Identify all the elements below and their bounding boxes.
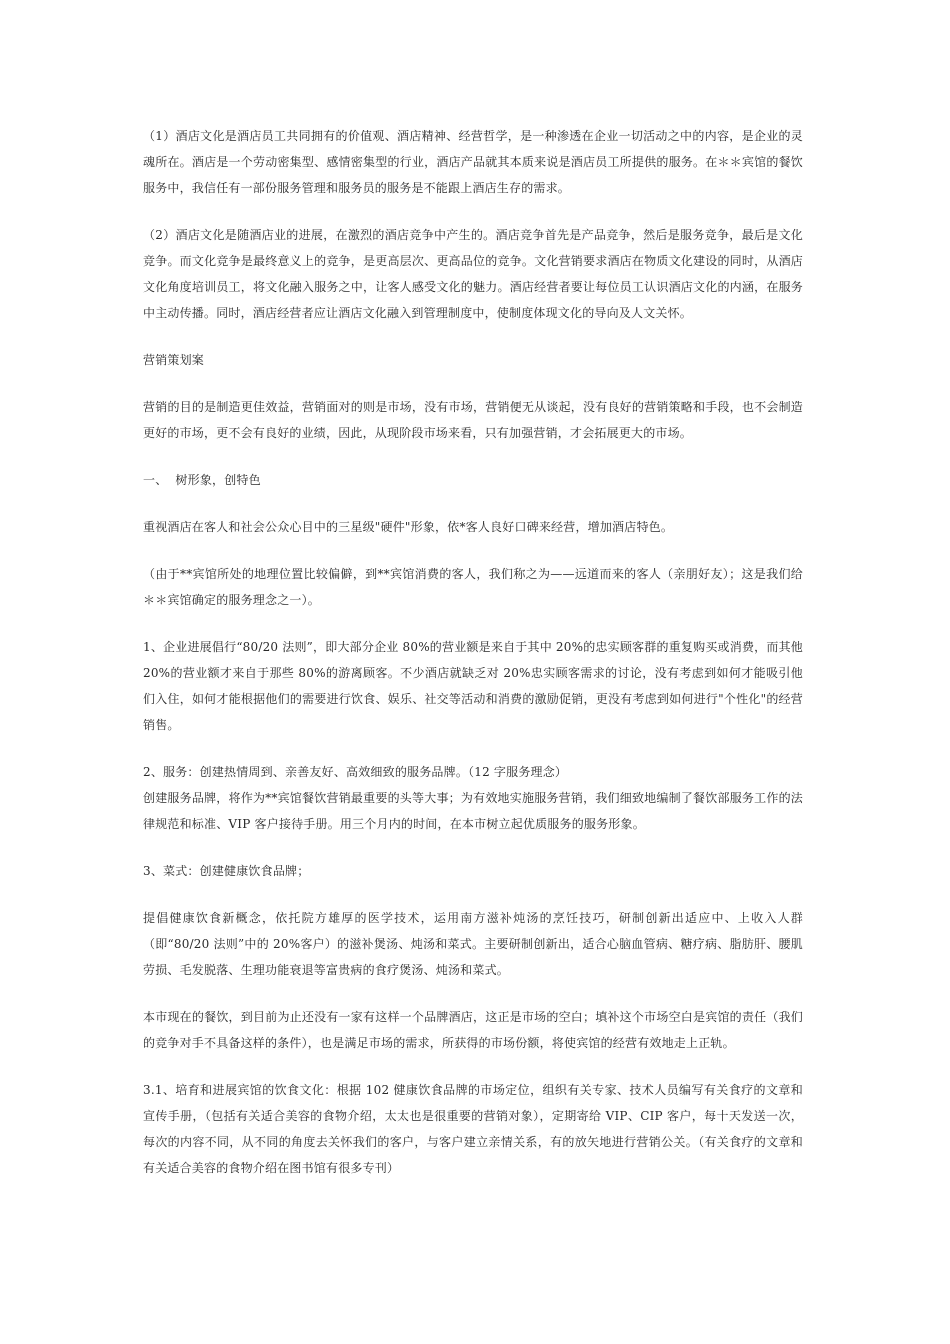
paragraph-market-gap: 本市现在的餐饮，到目前为止还没有一家有这样一个品牌酒店，这正是市场的空白；填补这个市场空白是宾馆的责任（我们的竞争对手不具备这样的条件），也是满足市场的需求，所获得的市场份额，将使宾馆的经营有效地走上正轨。	[143, 1010, 803, 1050]
paragraph-hotel-culture-1: （1）酒店文化是酒店员工共同拥有的价值观、酒店精神、经营哲学，是一种渗透在企业一切活动之中的内容，是企业的灵魂所在。酒店是一个劳动密集型、感情密集型的行业，酒店产品就其本质来说是酒店员工所提供的服务。在＊＊宾馆的餐饮服务中，我信任有一部份服务管理和服务员的服务是不能跟上酒店生存的需求。	[143, 129, 803, 195]
paragraph-food-culture: 3.1、培育和进展宾馆的饮食文化：根据 102 健康饮食品牌的市场定位，组织有关专家、技术人员编写有关食疗的文章和宣传手册，（包括有关适合美容的食物介绍，太太也是很重要的营销对象），定期寄给 VIP、CIP 客户，每十天发送一次，每次的内容不同，从不同的角度去关怀我们的客户，与客户建立亲情关系，有的放矢地进行营销公关。（有关食疗的文章和有关适合美容的食物介绍在图书馆有很多专刊）	[143, 1083, 803, 1175]
paragraph-hotel-culture-2: （2）酒店文化是随酒店业的进展，在激烈的酒店竞争中产生的。酒店竞争首先是产品竞争，然后是服务竞争，最后是文化竞争。而文化竞争是最终意义上的竞争，是更高层次、更高品位的竞争。文化营销要求酒店在物质文化建设的同时，从酒店文化角度培训员工，将文化融入服务之中，让客人感受文化的魅力。酒店经营者要让每位员工认识酒店文化的内涵，在服务中主动传播。同时，酒店经营者应让酒店文化融入到管理制度中，使制度体现文化的导向及人文关怀。	[143, 228, 803, 320]
paragraph-cuisine-title: 3、菜式：创建健康饮食品牌；	[143, 864, 310, 878]
section-heading-image: 一、 树形象，创特色	[143, 473, 261, 487]
paragraph-service-brand: 创建服务品牌，将作为**宾馆餐饮营销最重要的头等大事；为有效地实施服务营销，我们细致地编制了餐饮部服务工作的法律规范和标准、VIP 客户接待手册。用三个月内的时间，在本市树立起优质服务的服务形象。	[143, 791, 803, 831]
document-page	[143, 123, 808, 1202]
paragraph-service-concept: （由于**宾馆所处的地理位置比较偏僻，到**宾馆消费的客人，我们称之为——远道而来的客人（亲朋好友）；这是我们给＊＊宾馆确定的服务理念之一）。	[143, 567, 803, 607]
section-heading-marketing-plan: 营销策划案	[143, 353, 205, 367]
paragraph-healthy-food: 提倡健康饮食新概念，依托院方雄厚的医学技术，运用南方滋补炖汤的烹饪技巧，研制创新出适应中、上收入人群（即“80/20 法则”中的 20%客户）的滋补煲汤、炖汤和菜式。主要研制创新出，适合心脑血管病、糖疗病、脂肪肝、腰肌劳损、毛发脱落、生理功能衰退等富贵病的食疗煲汤、炖汤和菜式。	[143, 911, 803, 977]
paragraph-service-brand-title: 2、服务：创建热情周到、亲善友好、高效细致的服务品牌。（12 字服务理念）	[143, 765, 568, 779]
paragraph-marketing-purpose: 营销的目的是制造更佳效益，营销面对的则是市场，没有市场，营销便无从谈起，没有良好的营销策略和手段，也不会制造更好的市场，更不会有良好的业绩，因此，从现阶段市场来看，只有加强营销，才会拓展更大的市场。	[143, 400, 803, 440]
paragraph-three-star-image: 重视酒店在客人和社会公众心目中的三星级"硬件"形象，依*客人良好口碑来经营，增加酒店特色。	[143, 520, 674, 534]
paragraph-80-20-rule: 1、企业进展倡行“80/20 法则”，即大部分企业 80%的营业额是来自于其中 20%的忠实顾客群的重复购买或消费，而其他 20%的营业额才来自于那些 80%的游离顾客。不少酒店就缺乏对 20%忠实顾客需求的讨论，没有考虑到如何才能吸引他们入住，如何才能根据他们的需要进行饮食、娱乐、社交等活动和消费的激励促销，更没有考虑到如何进行"个性化"的经营销售。	[143, 640, 808, 732]
